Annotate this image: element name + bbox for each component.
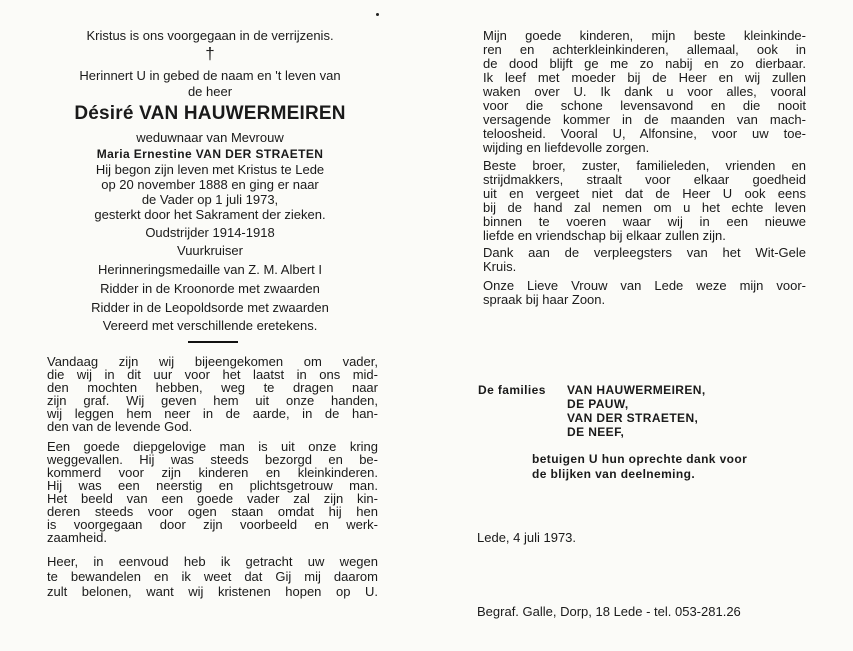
- thanks-line: betuigen U hun oprechte dank voor: [532, 452, 748, 466]
- honor-line: Vuurkruiser: [177, 243, 243, 258]
- text-line: Mijn goede kinderen, mijn beste kleinkinde-: [483, 28, 806, 43]
- text-line: liefde en vriendschap bij elkaar zullen zijn.: [483, 228, 726, 243]
- text-line: te bewandelen en ik weet dat Gij mij daarom: [47, 569, 378, 584]
- bio-line: de Vader op 1 juli 1973,: [141, 192, 279, 207]
- text-line: Vandaag zijn wij bijeengekomen om vader,: [47, 354, 378, 369]
- text-line: de dood blijft ge me zo nabij en zo dierbaar.: [483, 56, 806, 71]
- bio-line: op 20 november 1888 en ging er naar: [101, 177, 319, 192]
- bio-line: Hij begon zijn leven met Kristus te Lede: [95, 162, 325, 177]
- honor-line: Oudstrijder 1914-1918: [145, 225, 275, 240]
- text-line: kommerd voor zijn kinderen en kleinkinderen.: [47, 465, 378, 480]
- text-line: bij de hand zal nemen om u het echte leven: [483, 200, 806, 215]
- family-name: DE PAUW,: [567, 397, 629, 411]
- right-panel: [470, 0, 853, 651]
- widower-line: weduwnaar van Mevrouw: [136, 130, 284, 145]
- text-line: strijdmakkers, straalt voor elkaar goedheid: [483, 172, 806, 187]
- text-line: is voorgegaan door zijn voorbeeld en werk-: [47, 517, 378, 532]
- text-line: ren en achterkleinkinderen, allemaal, ook in: [483, 42, 806, 57]
- text-line: deren steeds voor ogen staan omdat hij hen: [47, 504, 378, 519]
- left-panel: [0, 0, 420, 651]
- text-line: Een goede diepgelovige man is uit onze kring: [47, 439, 378, 454]
- honor-line: Ridder in de Leopoldsorde met zwaarden: [91, 300, 329, 315]
- text-line: Kruis.: [483, 259, 517, 274]
- remember-line-1: Herinnert U in gebed de naam en 't leven van: [79, 68, 341, 83]
- text-line: Dank aan de verpleegsters van het Wit-Gele: [483, 245, 806, 260]
- intro-line: Kristus is ons voorgegaan in de verrijzenis.: [86, 28, 334, 43]
- family-name: DE NEEF,: [567, 425, 625, 439]
- text-line: Ik leef met moeder bij de Heer en wij zullen: [483, 70, 806, 85]
- spouse-name: Maria Ernestine VAN DER STRAETEN: [96, 147, 324, 161]
- text-line: weggevallen. Hij was steeds bezorgd en be-: [47, 452, 378, 467]
- text-line: Het beeld van een goede vader zal zijn kin-: [47, 491, 378, 506]
- text-line: zijn graf. Wij geven hem uit onze handen,: [47, 393, 378, 408]
- remember-line-2: de heer: [187, 84, 233, 99]
- cross-icon: †: [205, 44, 215, 63]
- print-speck: [376, 13, 379, 16]
- honor-line: Vereerd met verschillende eretekens.: [102, 318, 318, 333]
- text-line: voor die schone levensavond en die nooit: [483, 98, 806, 113]
- honor-line: Herinneringsmedaille van Z. M. Albert I: [98, 262, 322, 277]
- thanks-line: de blijken van deelneming.: [532, 467, 696, 481]
- text-line: zult belonen, want wij kristenen hopen op U.: [47, 584, 378, 599]
- text-line: wijding en liefdevolle zorgen.: [483, 140, 650, 155]
- families-label: De families: [478, 383, 546, 397]
- text-line: die wij in dit uur voor het laatst in ons mid-: [47, 367, 378, 382]
- divider: [188, 341, 238, 343]
- text-line: wij leggen hem neer in de aarde, in de han-: [47, 406, 378, 421]
- text-line: zaamheid.: [47, 530, 107, 545]
- honor-line: Ridder in de Kroonorde met zwaarden: [100, 281, 320, 296]
- text-line: Onze Lieve Vrouw van Lede weze mijn voor-: [483, 278, 806, 293]
- text-line: Beste broer, zuster, familieleden, vrienden en: [483, 158, 806, 173]
- text-line: Hij was een neerstig en plichtsgetrouw man.: [47, 478, 378, 493]
- text-line: den mochten hebben, weg te dragen naar: [47, 380, 378, 395]
- place-date: Lede, 4 juli 1973.: [477, 530, 577, 545]
- printer-line: Begraf. Galle, Dorp, 18 Lede - tel. 053-281.26: [477, 604, 741, 619]
- text-line: teloosheid. Vooral U, Alfonsine, voor uw toe-: [483, 126, 806, 141]
- text-line: den van de levende God.: [47, 419, 193, 434]
- text-line: binnen te voeren waar wij in een nieuwe: [483, 214, 806, 229]
- deceased-name: Désiré VAN HAUWERMEIREN: [74, 103, 346, 124]
- text-line: waken over U. Ik dank u voor alles, vooral: [483, 84, 806, 99]
- bio-line: gesterkt door het Sakrament der zieken.: [94, 207, 326, 222]
- text-line: uit en vergeet niet dat de Heer U ook eens: [483, 186, 806, 201]
- text-line: versagende kommer in de maanden van mach-: [483, 112, 806, 127]
- family-name: VAN DER STRAETEN,: [567, 411, 699, 425]
- text-line: spraak bij haar Zoon.: [483, 292, 606, 307]
- family-name: VAN HAUWERMEIREN,: [567, 383, 706, 397]
- text-line: Heer, in eenvoud heb ik getracht uw wegen: [47, 554, 378, 569]
